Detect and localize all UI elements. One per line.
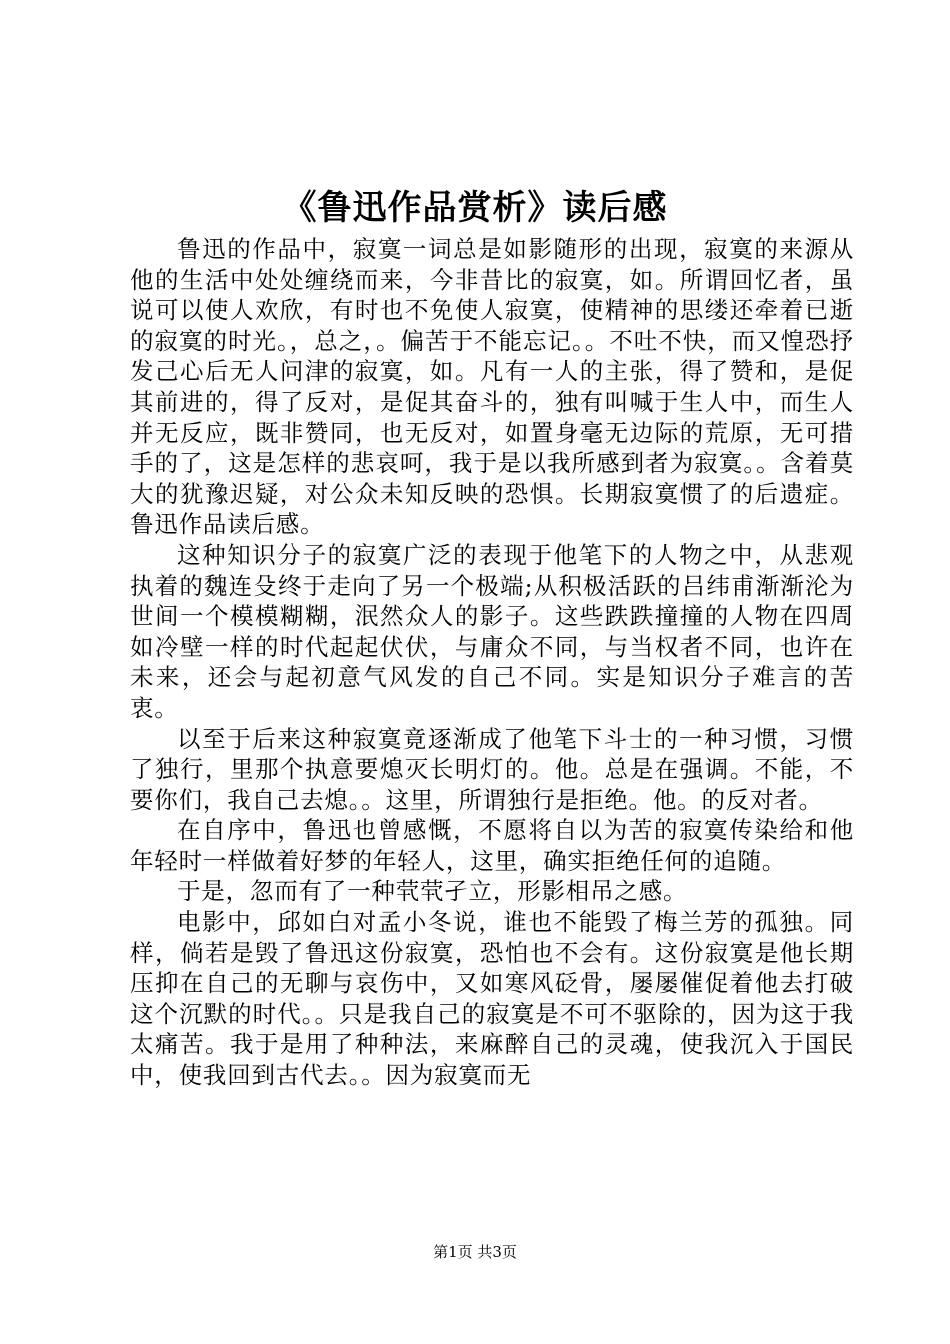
paragraph-6: 电影中，邱如白对孟小冬说，谁也不能毁了梅兰芳的孤独。同样，倘若是毁了鲁迅这份寂寞，恐怕也不会有。这份寂寞是他长期压抑在自己的无聊与哀伤中，又如寒风砭骨，屡屡催促着他去打破这个沉默的时代。。只是我自己的寂寞是不可不驱除的，因为这于我太痛苦。我于是用了种种法，来麻醉自己的灵魂，使我沉入于国民中，使我回到古代去。。因为寂寞而无 bbox=[130, 908, 854, 1090]
paragraph-2: 这种知识分子的寂寞广泛的表现于他笔下的人物之中，从悲观执着的魏连殳终于走向了另一个极端;从积极活跃的吕纬甫渐渐沦为世间一个模模糊糊，泯然众人的影子。这些跌跌撞撞的人物在四周如冷壁一样的时代起起伏伏，与庸众不同，与当权者不同，也许在未来，还会与起初意气风发的自己不同。实是知识分子难言的苦衷。 bbox=[130, 540, 854, 722]
document-title: 《鲁迅作品赏析》读后感 bbox=[282, 188, 668, 228]
paragraph-1: 鲁迅的作品中，寂寞一词总是如影随形的出现，寂寞的来源从他的生活中处处缠绕而来，今非昔比的寂寞，如。所谓回忆者，虽说可以使人欢欣，有时也不免使人寂寞，使精神的思缕还牵着已逝的寂寞的时光。，总之，。偏苦于不能忘记。。不吐不快，而又惶恐抒发己心后无人问津的寂寞，如。凡有一人的主张，得了赞和，是促其前进的，得了反对，是促其奋斗的，独有叫喊于生人中，而生人并无反应，既非赞同，也无反对，如置身毫无边际的荒原，无可措手的了，这是怎样的悲哀呵，我于是以我所感到者为寂寞。。含着莫大的犹豫迟疑，对公众未知反映的恐惧。长期寂寞惯了的后遗症。鲁迅作品读后感。 bbox=[130, 235, 854, 539]
document-body bbox=[130, 234, 854, 1091]
paragraph-5: 于是，忽而有了一种茕茕孑立，形影相吊之感。 bbox=[177, 877, 688, 906]
paragraph-4: 在自序中，鲁迅也曾感慨，不愿将自以为苦的寂寞传染给和他年轻时一样做着好梦的年轻人，这里，确实拒绝任何的追随。 bbox=[130, 816, 854, 875]
paragraph-3: 以至于后来这种寂寞竟逐渐成了他笔下斗士的一种习惯，习惯了独行，里那个执意要熄灭长明灯的。他。总是在强调。不能，不要你们，我自己去熄。。这里，所谓独行是拒绝。他。的反对者。 bbox=[130, 724, 854, 814]
page-footer: 第1页 共3页 bbox=[433, 1243, 517, 1261]
